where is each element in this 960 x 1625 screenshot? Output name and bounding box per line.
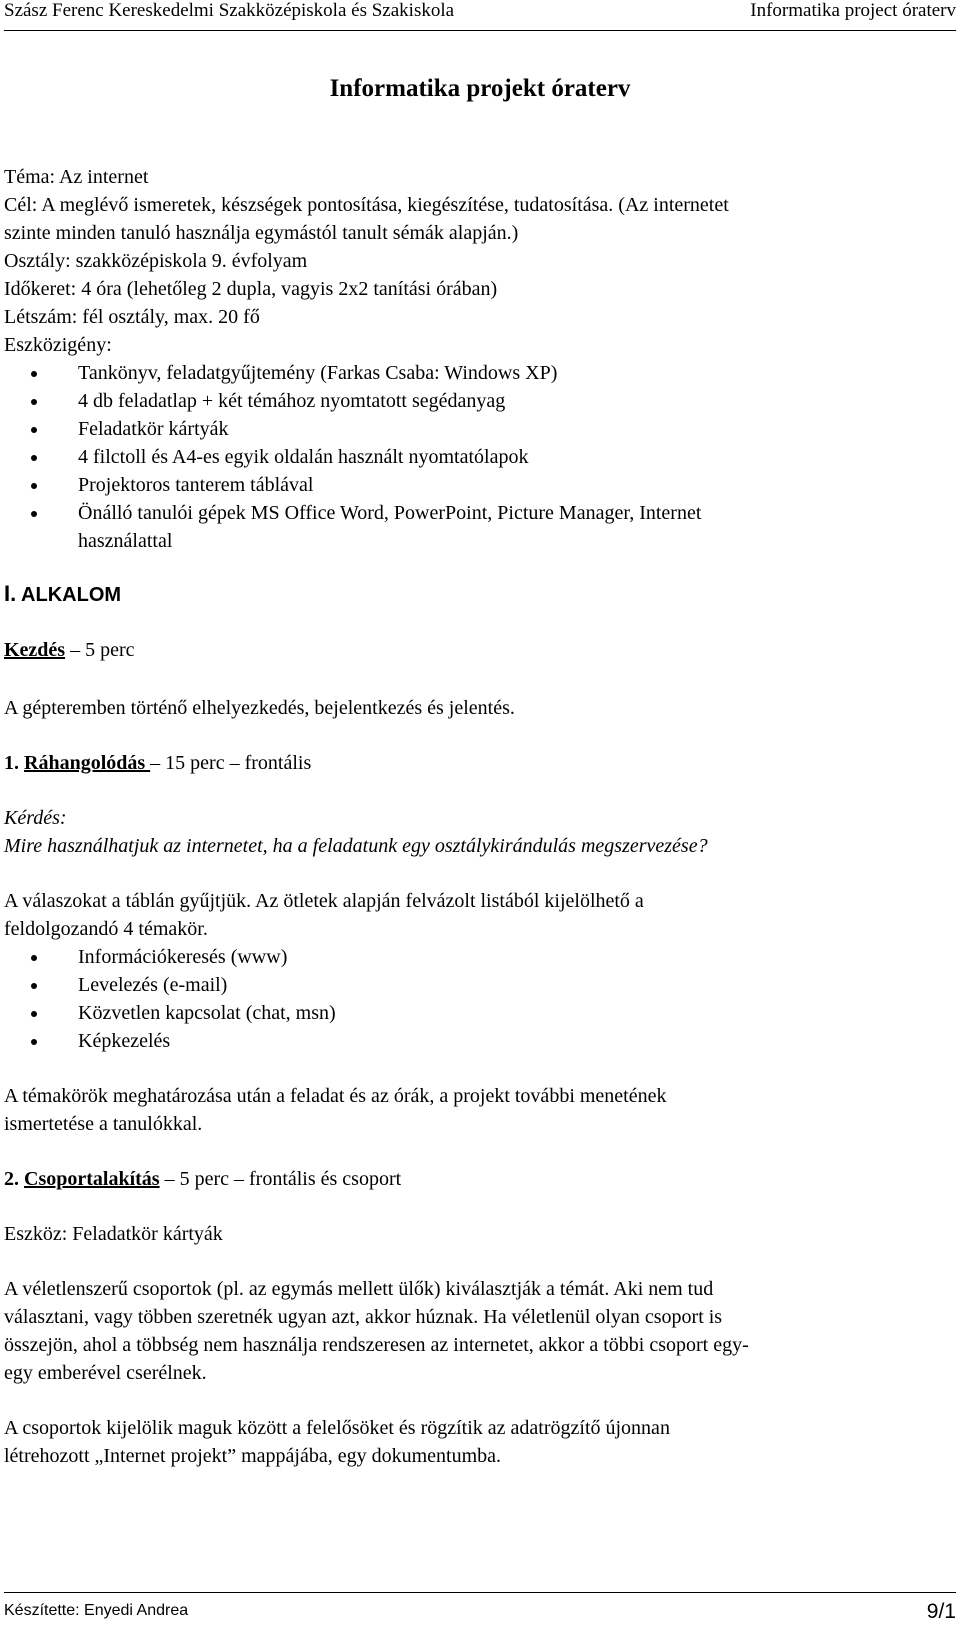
- info-idokeret: Időkeret: 4 óra (lehetőleg 2 dupla, vagyis 2x2 tanítási órában): [4, 278, 498, 300]
- section-2-p1-line-2: választani, vagy többen szeretnék ugyan azt, akkor húznak. Ha véletlenül olyan csoport is: [4, 1306, 723, 1328]
- document-body: [4, 163, 924, 1470]
- list-item-line: Önálló tanulói gépek MS Office Word, PowerPoint, Picture Manager, Internet: [78, 502, 702, 524]
- section-1-number: 1.: [4, 752, 19, 774]
- section-2-p1-line-4: egy emberével cserélnek.: [4, 1362, 207, 1384]
- info-letszam: Létszám: fél osztály, max. 20 fő: [4, 306, 260, 328]
- section-1-text-line-2: feldolgozandó 4 témakör.: [4, 918, 208, 940]
- section-1-after-line-1: A témakörök meghatározása után a feladat és az órák, a projekt további menetének: [4, 1085, 667, 1107]
- list-item: Levelezés (e-mail): [4, 971, 924, 999]
- section-2-title: Csoportalakítás: [24, 1168, 160, 1190]
- section-1-title: Ráhangolódás: [24, 752, 151, 774]
- page-footer: [4, 1592, 956, 1625]
- kerdes-text: Mire használhatjuk az internetet, ha a feladatunk egy osztálykirándulás megszervezése?: [4, 835, 708, 857]
- section-2-heading: [4, 1165, 924, 1193]
- header-doc-title: Informatika project óraterv: [750, 0, 956, 21]
- section-2-time: – 5 perc – frontális és csoport: [159, 1168, 402, 1190]
- list-item: Tankönyv, feladatgyűjtemény (Farkas Csaba: Windows XP): [4, 359, 924, 387]
- list-item: Információkeresés (www): [4, 943, 924, 971]
- info-tema: Téma: Az internet: [4, 166, 149, 188]
- footer-author: Készítette: Enyedi Andrea: [4, 1602, 189, 1619]
- temakor-list: [4, 943, 924, 1055]
- section-2-p1-line-3: összejön, ahol a többség nem használja rendszeresen az internetet, akkor a többi csoport egy-: [4, 1334, 749, 1356]
- eszkoz-list: [4, 359, 924, 555]
- list-item: Feladatkör kártyák: [4, 415, 924, 443]
- alkalom-label: ALKALOM: [16, 584, 122, 606]
- section-1-text-line-1: A válaszokat a táblán gyűjtjük. Az ötletek alapján felvázolt listából kijelölhető a: [4, 890, 644, 912]
- section-2-number: 2.: [4, 1168, 19, 1190]
- alkalom-roman: I.: [4, 581, 17, 606]
- info-cel-line-2: szinte minden tanuló használja egymástól tanult sémák alapján.): [4, 222, 519, 244]
- list-item: Projektoros tanterem táblával: [4, 471, 924, 499]
- section-1-heading: [4, 749, 924, 777]
- section-2-p2-line-1: A csoportok kijelölik maguk között a felelősöket és rögzítik az adatrögzítő újonnan: [4, 1417, 670, 1439]
- section-1-after-line-2: ismertetése a tanulókkal.: [4, 1113, 203, 1135]
- list-item: [4, 499, 924, 555]
- kerdes-label: Kérdés:: [4, 807, 67, 829]
- info-cel-line-1: Cél: A meglévő ismeretek, készségek pontosítása, kiegészítése, tudatosítása. (Az internetet: [4, 194, 729, 216]
- list-item: Közvetlen kapcsolat (chat, msn): [4, 999, 924, 1027]
- section-2-p1-line-1: A véletlenszerű csoportok (pl. az egymás mellett ülők) kiválasztják a témát. Aki nem tud: [4, 1278, 714, 1300]
- header-school: Szász Ferenc Kereskedelmi Szakközépiskola és Szakiskola: [4, 0, 455, 21]
- alkalom-heading: [4, 580, 924, 609]
- list-item: 4 filctoll és A4-es egyik oldalán használt nyomtatólapok: [4, 443, 924, 471]
- kezdes-text: A gépteremben történő elhelyezkedés, bejelentkezés és jelentés.: [4, 697, 515, 719]
- section-2-p2-line-2: létrehozott „Internet projekt” mappájába, egy dokumentumba.: [4, 1445, 502, 1467]
- info-eszkozigeny: Eszközigény:: [4, 334, 112, 356]
- section-2-eszkoz: Eszköz: Feladatkör kártyák: [4, 1223, 223, 1245]
- kezdes-heading: [4, 636, 924, 664]
- kezdes-title: Kezdés: [4, 639, 66, 661]
- list-item: Képkezelés: [4, 1027, 924, 1055]
- info-osztaly: Osztály: szakközépiskola 9. évfolyam: [4, 250, 308, 272]
- page-number: 9/1: [926, 1600, 956, 1623]
- kezdes-time: – 5 perc: [65, 639, 135, 661]
- page-title: Informatika projekt óraterv: [329, 75, 631, 102]
- list-item: 4 db feladatlap + két témához nyomtatott segédanyag: [4, 387, 924, 415]
- section-1-time: – 15 perc – frontális: [150, 752, 312, 774]
- list-item-line: használattal: [78, 530, 173, 552]
- page-header: [4, 0, 956, 31]
